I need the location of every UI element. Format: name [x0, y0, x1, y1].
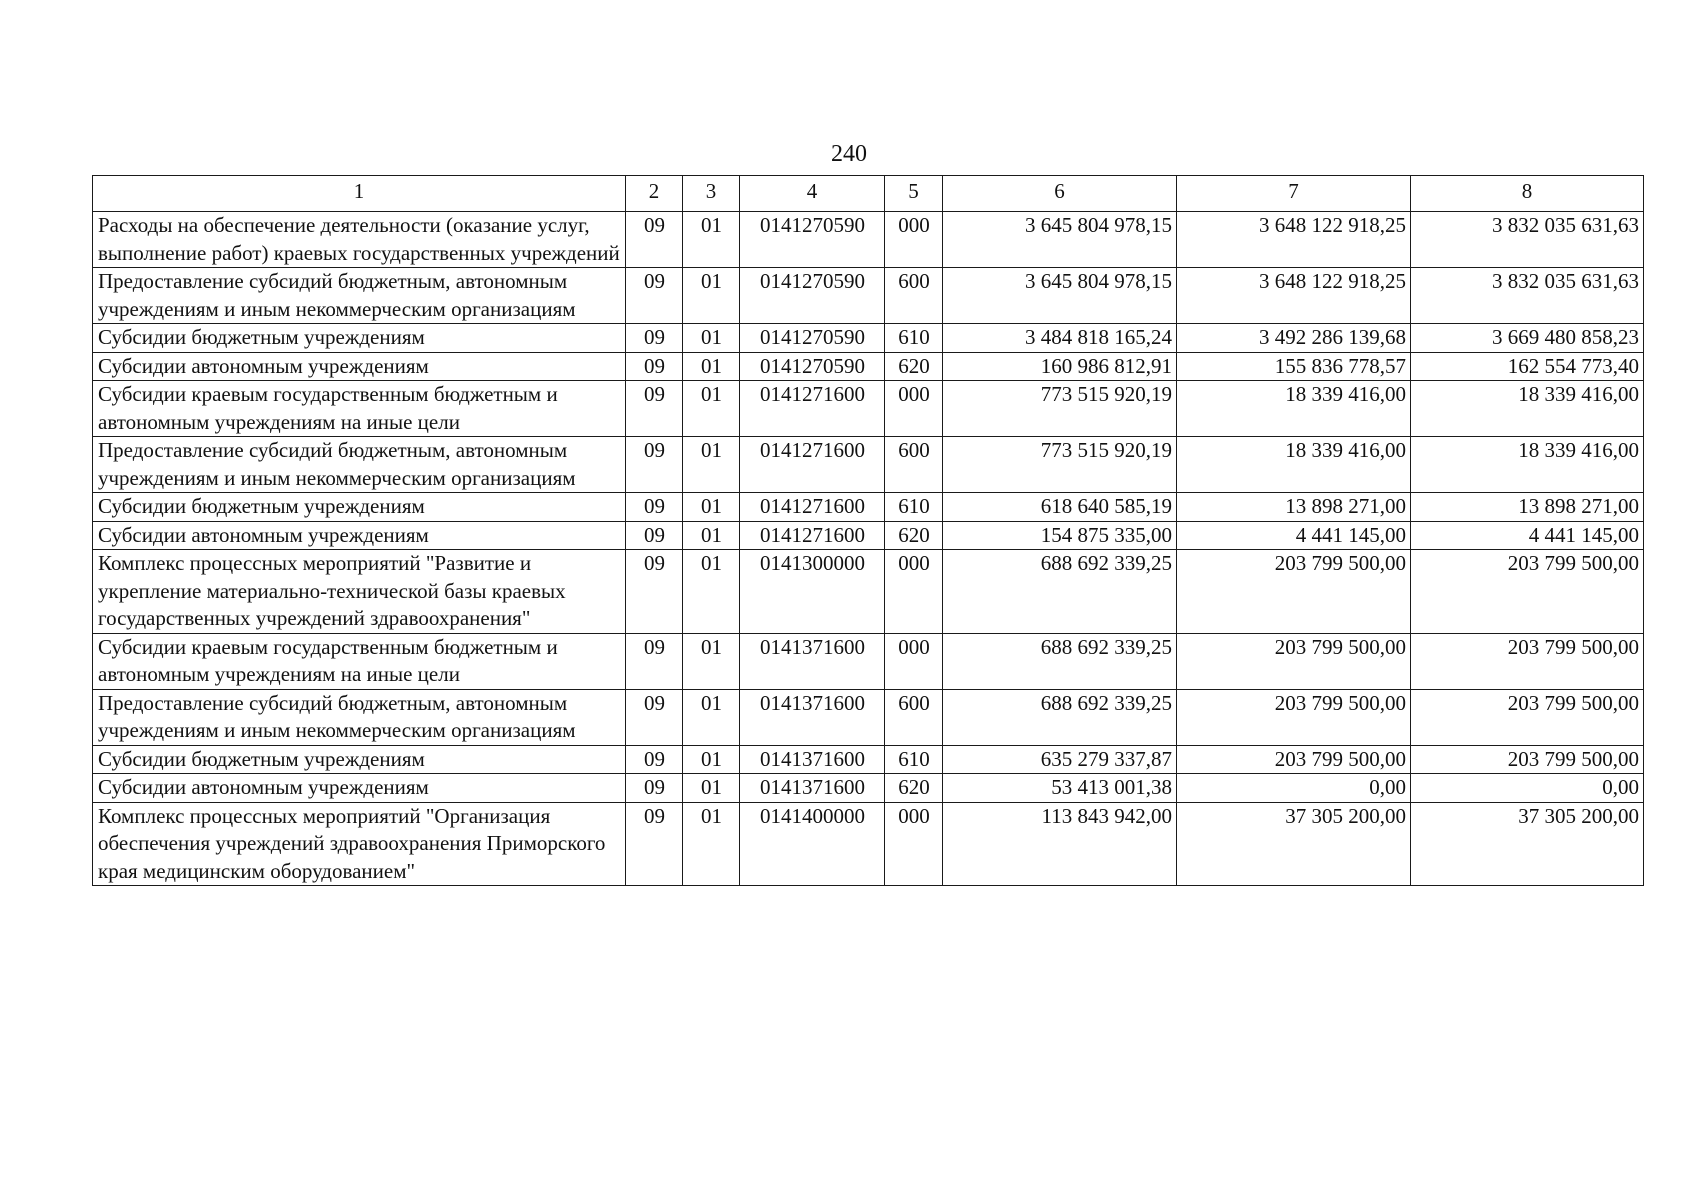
amount-col-8: 13 898 271,00 — [1411, 493, 1644, 522]
table-row — [93, 381, 1644, 437]
section-code: 09 — [626, 802, 683, 886]
column-header: 6 — [943, 176, 1177, 212]
amount-col-6: 635 279 337,87 — [943, 745, 1177, 774]
section-code: 09 — [626, 212, 683, 268]
amount-col-8: 203 799 500,00 — [1411, 745, 1644, 774]
section-code: 09 — [626, 774, 683, 803]
target-article-code: 0141400000 — [740, 802, 885, 886]
expense-name: Субсидии бюджетным учреждениям — [93, 745, 626, 774]
column-header: 5 — [885, 176, 943, 212]
table-row — [93, 689, 1644, 745]
target-article-code: 0141271600 — [740, 381, 885, 437]
amount-col-6: 53 413 001,38 — [943, 774, 1177, 803]
subsection-code: 01 — [683, 802, 740, 886]
target-article-code: 0141371600 — [740, 774, 885, 803]
expense-name: Субсидии краевым государственным бюджетным и автономным учреждениям на иные цели — [93, 381, 626, 437]
amount-col-8: 18 339 416,00 — [1411, 381, 1644, 437]
table-row — [93, 633, 1644, 689]
column-header: 7 — [1177, 176, 1411, 212]
expense-name: Субсидии бюджетным учреждениям — [93, 493, 626, 522]
column-header: 4 — [740, 176, 885, 212]
amount-col-7: 18 339 416,00 — [1177, 381, 1411, 437]
expense-name: Расходы на обеспечение деятельности (оказание услуг, выполнение работ) краевых государственных учреждений — [93, 212, 626, 268]
amount-col-7: 3 648 122 918,25 — [1177, 212, 1411, 268]
expense-name: Субсидии автономным учреждениям — [93, 521, 626, 550]
expense-type-code: 620 — [885, 521, 943, 550]
expense-name: Комплекс процессных мероприятий "Организация обеспечения учреждений здравоохранения Приморского края медицинским оборудованием" — [93, 802, 626, 886]
amount-col-8: 3 832 035 631,63 — [1411, 268, 1644, 324]
column-header: 1 — [93, 176, 626, 212]
section-code: 09 — [626, 268, 683, 324]
subsection-code: 01 — [683, 550, 740, 634]
amount-col-8: 203 799 500,00 — [1411, 689, 1644, 745]
subsection-code: 01 — [683, 689, 740, 745]
target-article-code: 0141271600 — [740, 493, 885, 522]
target-article-code: 0141371600 — [740, 745, 885, 774]
target-article-code: 0141271600 — [740, 437, 885, 493]
subsection-code: 01 — [683, 324, 740, 353]
budget-table — [92, 175, 1644, 886]
expense-type-code: 610 — [885, 745, 943, 774]
section-code: 09 — [626, 352, 683, 381]
section-code: 09 — [626, 745, 683, 774]
amount-col-7: 18 339 416,00 — [1177, 437, 1411, 493]
expense-type-code: 000 — [885, 633, 943, 689]
target-article-code: 0141371600 — [740, 689, 885, 745]
expense-type-code: 620 — [885, 774, 943, 803]
amount-col-6: 688 692 339,25 — [943, 689, 1177, 745]
amount-col-7: 13 898 271,00 — [1177, 493, 1411, 522]
page-number: 240 — [831, 141, 867, 167]
subsection-code: 01 — [683, 774, 740, 803]
amount-col-7: 4 441 145,00 — [1177, 521, 1411, 550]
expense-type-code: 000 — [885, 381, 943, 437]
expense-name: Субсидии краевым государственным бюджетным и автономным учреждениям на иные цели — [93, 633, 626, 689]
expense-type-code: 000 — [885, 550, 943, 634]
table-row — [93, 521, 1644, 550]
subsection-code: 01 — [683, 381, 740, 437]
subsection-code: 01 — [683, 493, 740, 522]
amount-col-7: 203 799 500,00 — [1177, 550, 1411, 634]
column-number-row — [93, 176, 1644, 212]
amount-col-6: 773 515 920,19 — [943, 381, 1177, 437]
amount-col-6: 688 692 339,25 — [943, 550, 1177, 634]
expense-name: Комплекс процессных мероприятий "Развитие и укрепление материально-технической базы краевых государственных учреждений здравоохранения" — [93, 550, 626, 634]
table-row — [93, 212, 1644, 268]
subsection-code: 01 — [683, 212, 740, 268]
expense-type-code: 610 — [885, 493, 943, 522]
target-article-code: 0141271600 — [740, 521, 885, 550]
table-row — [93, 802, 1644, 886]
amount-col-6: 3 645 804 978,15 — [943, 268, 1177, 324]
expense-name: Предоставление субсидий бюджетным, автономным учреждениям и иным некоммерческим организациям — [93, 268, 626, 324]
table-row — [93, 352, 1644, 381]
expense-name: Субсидии бюджетным учреждениям — [93, 324, 626, 353]
section-code: 09 — [626, 381, 683, 437]
expense-type-code: 000 — [885, 212, 943, 268]
subsection-code: 01 — [683, 521, 740, 550]
amount-col-6: 773 515 920,19 — [943, 437, 1177, 493]
amount-col-7: 203 799 500,00 — [1177, 633, 1411, 689]
section-code: 09 — [626, 324, 683, 353]
target-article-code: 0141270590 — [740, 212, 885, 268]
amount-col-8: 162 554 773,40 — [1411, 352, 1644, 381]
amount-col-8: 3 669 480 858,23 — [1411, 324, 1644, 353]
table-row — [93, 745, 1644, 774]
expense-type-code: 600 — [885, 437, 943, 493]
amount-col-7: 155 836 778,57 — [1177, 352, 1411, 381]
target-article-code: 0141270590 — [740, 352, 885, 381]
amount-col-7: 203 799 500,00 — [1177, 689, 1411, 745]
amount-col-7: 0,00 — [1177, 774, 1411, 803]
section-code: 09 — [626, 633, 683, 689]
amount-col-7: 3 492 286 139,68 — [1177, 324, 1411, 353]
amount-col-6: 618 640 585,19 — [943, 493, 1177, 522]
subsection-code: 01 — [683, 745, 740, 774]
target-article-code: 0141270590 — [740, 268, 885, 324]
section-code: 09 — [626, 493, 683, 522]
subsection-code: 01 — [683, 437, 740, 493]
amount-col-8: 203 799 500,00 — [1411, 550, 1644, 634]
amount-col-7: 37 305 200,00 — [1177, 802, 1411, 886]
expense-name: Предоставление субсидий бюджетным, автономным учреждениям и иным некоммерческим организациям — [93, 689, 626, 745]
table-row — [93, 268, 1644, 324]
expense-name: Предоставление субсидий бюджетным, автономным учреждениям и иным некоммерческим организациям — [93, 437, 626, 493]
expense-type-code: 600 — [885, 689, 943, 745]
section-code: 09 — [626, 550, 683, 634]
subsection-code: 01 — [683, 633, 740, 689]
amount-col-8: 18 339 416,00 — [1411, 437, 1644, 493]
amount-col-6: 154 875 335,00 — [943, 521, 1177, 550]
amount-col-6: 3 645 804 978,15 — [943, 212, 1177, 268]
amount-col-8: 203 799 500,00 — [1411, 633, 1644, 689]
table-row — [93, 437, 1644, 493]
section-code: 09 — [626, 437, 683, 493]
target-article-code: 0141371600 — [740, 633, 885, 689]
subsection-code: 01 — [683, 352, 740, 381]
expense-name: Субсидии автономным учреждениям — [93, 774, 626, 803]
amount-col-8: 3 832 035 631,63 — [1411, 212, 1644, 268]
column-header: 3 — [683, 176, 740, 212]
expense-name: Субсидии автономным учреждениям — [93, 352, 626, 381]
amount-col-8: 0,00 — [1411, 774, 1644, 803]
table-row — [93, 324, 1644, 353]
expense-type-code: 610 — [885, 324, 943, 353]
subsection-code: 01 — [683, 268, 740, 324]
amount-col-8: 37 305 200,00 — [1411, 802, 1644, 886]
table-row — [93, 493, 1644, 522]
column-header: 8 — [1411, 176, 1644, 212]
amount-col-7: 203 799 500,00 — [1177, 745, 1411, 774]
target-article-code: 0141300000 — [740, 550, 885, 634]
table-row — [93, 774, 1644, 803]
section-code: 09 — [626, 521, 683, 550]
column-header: 2 — [626, 176, 683, 212]
amount-col-6: 3 484 818 165,24 — [943, 324, 1177, 353]
amount-col-7: 3 648 122 918,25 — [1177, 268, 1411, 324]
expense-type-code: 600 — [885, 268, 943, 324]
amount-col-6: 160 986 812,91 — [943, 352, 1177, 381]
expense-type-code: 000 — [885, 802, 943, 886]
expense-type-code: 620 — [885, 352, 943, 381]
amount-col-8: 4 441 145,00 — [1411, 521, 1644, 550]
section-code: 09 — [626, 689, 683, 745]
amount-col-6: 113 843 942,00 — [943, 802, 1177, 886]
amount-col-6: 688 692 339,25 — [943, 633, 1177, 689]
table-row — [93, 550, 1644, 634]
target-article-code: 0141270590 — [740, 324, 885, 353]
